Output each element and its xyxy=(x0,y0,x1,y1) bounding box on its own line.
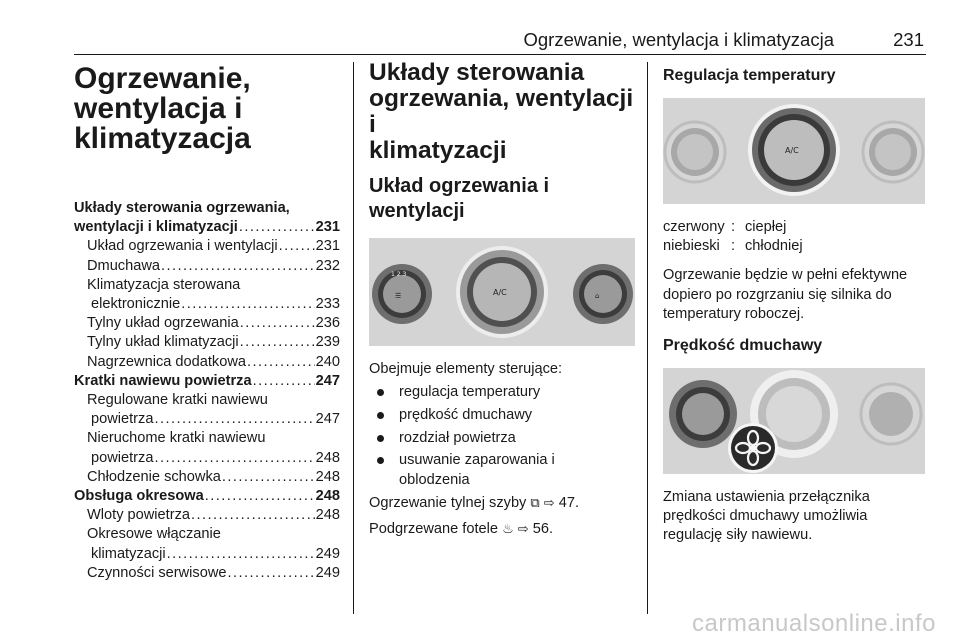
toc-entry-page: 231 xyxy=(315,238,340,255)
temperature-column xyxy=(663,60,929,546)
ac-label: A/C xyxy=(785,146,799,155)
toc-leader xyxy=(239,218,315,237)
legend-row xyxy=(663,237,929,256)
toc-entry-title: powietrza xyxy=(91,449,154,466)
rear-heating-ref: Ogrzewanie tylnej szyby ⧉ ⇨ 47. xyxy=(369,494,580,511)
toc-entry-title: Dmuchawa xyxy=(87,257,160,274)
temperature-note: Ogrzewanie będzie w pełni efektywne dopiero po rozgrzaniu się silnika do temperatury roboczej. xyxy=(663,267,908,322)
list-item: prędkość dmuchawy xyxy=(369,406,635,425)
legend-separator: : xyxy=(731,219,736,235)
temperature-panel-image xyxy=(663,98,925,204)
list-item: rozdział powietrza xyxy=(369,429,635,448)
toc-entry-title: Tylny układ klimatyzacji xyxy=(87,334,239,351)
fan-icon xyxy=(728,423,778,473)
toc-entry-page: 231 xyxy=(315,219,340,236)
toc-entry xyxy=(74,506,340,525)
toc-entry-title: Nagrzewnica dodatkowa xyxy=(87,353,246,370)
toc-section-entry xyxy=(74,218,340,237)
svg-text:☰: ☰ xyxy=(395,292,402,300)
column-divider xyxy=(353,62,354,614)
toc-leader xyxy=(191,506,315,525)
toc-leader xyxy=(205,487,315,506)
toc-entry-line: Regulowane kratki nawiewu xyxy=(87,392,268,409)
legend-meaning: ciepłej xyxy=(745,219,787,235)
legend-color-name: niebieski xyxy=(663,238,720,255)
toc-leader xyxy=(154,449,314,468)
watermark: carmanualsonline.info xyxy=(692,610,936,637)
toc-entry-page: 247 xyxy=(315,372,340,389)
toc-leader xyxy=(181,295,314,314)
toc-entry-title: Wloty powietrza xyxy=(87,507,190,524)
toc-column xyxy=(74,60,340,581)
toc-entry-title: elektronicznie xyxy=(91,296,181,313)
toc-leader xyxy=(222,468,315,487)
svg-text:⌂: ⌂ xyxy=(595,292,600,300)
page-header xyxy=(74,28,926,55)
controls-list xyxy=(369,383,635,490)
toc-entry xyxy=(74,237,340,256)
temperature-knob xyxy=(665,122,725,182)
toc-section-heading: Układy sterowania ogrzewania, xyxy=(74,200,290,216)
control-panel-image xyxy=(369,238,635,346)
toc-section-entry xyxy=(74,372,340,391)
toc-entry-page: 248 xyxy=(315,488,340,505)
air-distribution-knob xyxy=(861,384,921,444)
toc-entry-page: 249 xyxy=(315,564,340,581)
toc-entry xyxy=(74,314,340,333)
toc-leader xyxy=(247,353,315,372)
legend-separator: : xyxy=(731,238,736,255)
toc-leader xyxy=(228,564,315,583)
toc-entry-page: 236 xyxy=(315,315,340,332)
toc-entry-title: Czynności serwisowe xyxy=(87,564,227,581)
air-distribution-knob xyxy=(863,122,923,182)
toc-entry-title: Układ ogrzewania i wentylacji xyxy=(87,238,278,255)
toc-entry xyxy=(74,449,340,468)
toc-leader xyxy=(279,237,315,256)
toc-leader xyxy=(240,333,315,352)
toc-entry-line: Okresowe włączanie xyxy=(87,526,221,543)
subsection-title: Układ ogrzewania i wentylacji xyxy=(369,175,550,222)
heated-seat-icon: ♨ xyxy=(502,521,514,537)
list-item: regulacja temperatury xyxy=(369,383,635,402)
air-distribution-knob xyxy=(573,264,633,324)
controls-column xyxy=(369,60,635,539)
toc-entry-line: Klimatyzacja sterowana xyxy=(87,276,241,293)
column-divider xyxy=(647,62,648,614)
toc-leader xyxy=(253,372,315,391)
toc-leader xyxy=(240,314,315,333)
legend-meaning: chłodniej xyxy=(745,238,803,255)
toc-entry-page: 248 xyxy=(315,507,340,524)
fan-speed-title: Prędkość dmuchawy xyxy=(663,337,823,355)
toc-entry-page: 248 xyxy=(315,449,340,466)
toc-entry-title: klimatyzacji xyxy=(91,545,166,562)
toc-entry xyxy=(74,295,340,314)
seat-heating-ref: Podgrzewane fotele ♨ ⇨ 56. xyxy=(369,520,554,537)
toc-entry-page: 239 xyxy=(315,334,340,351)
chapter-title: Ogrzewanie, wentylacja i klimatyzacja xyxy=(74,62,251,155)
fan-knob xyxy=(456,246,548,338)
arrow-ref-icon: ⇨ xyxy=(517,521,529,537)
fan-panel-image xyxy=(663,368,925,474)
arrow-ref-icon: ⇨ xyxy=(543,495,555,511)
toc-entry-page: 233 xyxy=(315,296,340,313)
toc-entry-title: Kratki nawiewu powietrza xyxy=(74,372,252,389)
toc-entry-title: powietrza xyxy=(91,411,154,428)
toc-entry-page: 232 xyxy=(315,257,340,274)
table-of-contents xyxy=(74,199,340,583)
section-title: Układy sterowania ogrzewania, wentylacji i klimatyzacji xyxy=(369,59,634,164)
rear-window-heater-icon: ⧉ xyxy=(530,495,540,511)
toc-entry-title: Obsługa okresowa xyxy=(74,488,204,505)
temperature-title: Regulacja temperatury xyxy=(663,67,836,84)
toc-entry xyxy=(74,468,340,487)
ac-label: A/C xyxy=(493,288,507,297)
toc-entry xyxy=(74,564,340,583)
list-item: usuwanie zaparowania i oblodzenia xyxy=(369,451,635,489)
fan-knob xyxy=(748,104,840,196)
toc-entry-page: 248 xyxy=(315,468,340,485)
toc-entry-title: wentylacji i klimatyzacji xyxy=(74,219,238,236)
legend-row xyxy=(663,218,929,237)
toc-leader xyxy=(161,257,315,276)
temperature-knob xyxy=(669,380,737,448)
toc-entry xyxy=(74,333,340,352)
legend-color-name: czerwony xyxy=(663,219,725,235)
color-legend xyxy=(663,218,929,256)
temperature-knob xyxy=(372,264,432,324)
page-number: 231 xyxy=(893,29,924,50)
toc-entry-title: Tylny układ ogrzewania xyxy=(87,315,239,332)
toc-section-entry xyxy=(74,487,340,506)
toc-entry-page: 249 xyxy=(315,545,340,562)
toc-leader xyxy=(167,545,315,564)
toc-leader xyxy=(154,410,314,429)
toc-entry-line: Nieruchome kratki nawiewu xyxy=(87,430,266,447)
toc-entry xyxy=(74,410,340,429)
svg-text:1 2 3: 1 2 3 xyxy=(391,271,407,278)
toc-entry xyxy=(74,353,340,372)
toc-entry xyxy=(74,545,340,564)
intro-text: Obejmuje elementy sterujące: xyxy=(369,361,563,377)
toc-entry xyxy=(74,257,340,276)
running-title: Ogrzewanie, wentylacja i klimatyzacja xyxy=(523,29,834,50)
fan-note: Zmiana ustawienia przełącznika prędkości dmuchawy umożliwia regulację siły nawiewu. xyxy=(663,489,870,544)
toc-entry-page: 247 xyxy=(315,411,340,428)
toc-entry-title: Chłodzenie schowka xyxy=(87,468,221,485)
toc-entry-page: 240 xyxy=(315,353,340,370)
